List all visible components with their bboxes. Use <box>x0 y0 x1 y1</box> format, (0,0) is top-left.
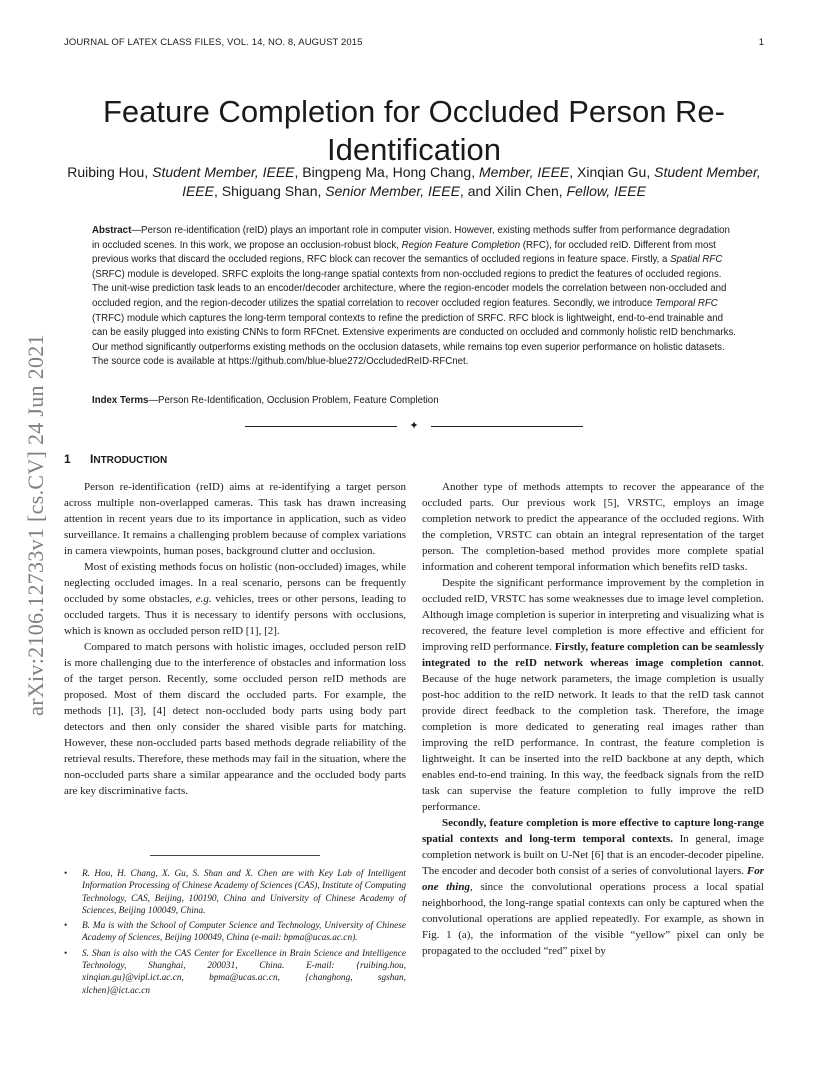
section-number: 1 <box>64 452 71 466</box>
footnote-text: R. Hou, H. Chang, X. Gu, S. Shan and X. Chen are with Key Lab of Intelligent Information Processing of Chinese Academy of Sciences (CAS), Institute of Computing Technology, CAS, Beijing, 100190, China and University of Chinese Academy of Sciences, Beijing 100049, China. <box>82 869 406 916</box>
divider-star-icon: ✦ <box>409 419 419 432</box>
abstract-body <box>92 225 736 367</box>
author-affiliation: Senior Member, IEEE <box>325 183 460 199</box>
divider-rule-right <box>431 426 583 427</box>
footnote-item <box>64 920 406 945</box>
left-column-run: Most of existing methods focus on holistic (non-occluded) images, while neglecting occluded images. In a real scenario, persons can be frequently occluded by some obstacles, <box>64 561 406 605</box>
right-column-run: Despite the significant performance improvement by the completion in occluded reID, VRSTC has some weaknesses due to image level completion. Although image completion is superior in interpreting and visualizing what is recovered, the feature level completion is more effective and efficient for improving reID performance. <box>422 577 764 653</box>
footnote-bullet-icon: • <box>64 921 68 932</box>
footnote-bullet-icon: • <box>64 948 68 959</box>
abstract-run: (RFC), for occluded reID. Different from most previous works that discard the occluded regions, RFC block can recover the semantics of occluded regions in feature space. Firstly, a <box>92 239 716 266</box>
author-name: Bingpeng Ma <box>302 164 385 180</box>
right-column-paragraph <box>422 815 764 959</box>
footnote-item <box>64 868 406 917</box>
running-head: JOURNAL OF LATEX CLASS FILES, VOL. 14, NO. 8, AUGUST 2015 <box>64 37 363 48</box>
paper-title: Feature Completion for Occluded Person Re-Identification <box>102 93 725 167</box>
section-heading <box>64 452 167 466</box>
left-column-paragraph <box>64 559 406 639</box>
author-name: Hong Chang <box>392 164 472 180</box>
footnotes <box>64 868 406 1000</box>
section-divider <box>245 420 583 432</box>
right-column-run: In general, image completion network is built on U-Net [6] that is an encoder-decoder pipeline. The encoder and decoder both consist of a series of convolutional layers. <box>422 833 764 877</box>
author-affiliation: Fellow, IEEE <box>566 183 646 199</box>
right-column-run: For one thing <box>422 865 764 893</box>
abstract-label: Abstract <box>92 225 132 236</box>
right-column-run: Secondly, feature completion is more effective to capture long-range spatial contexts and long-term temporal contexts. <box>422 817 764 845</box>
right-column <box>422 479 764 959</box>
author-affiliation: Member, IEEE <box>479 164 570 180</box>
abstract-run: (SRFC) module is developed. SRFC exploits the long-range spatial contexts from non-occluded regions to predict the features of occluded regions. The unit-wise prediction task leads to an encoder/decoder architecture, where the region-encoder models the correlation between non-occluded and occluded region, and the region-decoder utilizes the spatial correlation to recover occluded region features. Secondly, we introduce <box>92 268 727 309</box>
section-title-initial: I <box>90 452 94 466</box>
right-column-run: Another type of methods attempts to recover the appearance of the occluded parts. Our previous work [5], VRSTC, employs an image completion network to predict the appearance of the occluded regions. With the completion, VRSTC can obtain an integral representation of the target person. The completion-based method provides more complete spatial information and coherent temporal information which benefits reID tasks. <box>422 481 764 573</box>
arxiv-stamp <box>20 290 52 760</box>
author-name: Shiguang Shan <box>221 183 318 199</box>
footnote-rule <box>150 855 320 856</box>
author-affiliation: Student Member, IEEE <box>182 164 761 199</box>
author-affiliation: Student Member, IEEE <box>152 164 295 180</box>
left-column-run: vehicles, trees or other persons, leading to occluded targets. Thus it is necessary to identify persons with occlusions, which is known as occluded person reID [1], [2]. <box>64 593 407 637</box>
abstract-run: Region Feature Completion <box>401 239 521 251</box>
author-list: Ruibing Hou, Student Member, IEEE, Bingpeng Ma, Hong Chang, Member, IEEE, Xinqian Gu, Student Member, IEEE, Shiguang Shan, Senior Member, IEEE, and Xilin Chen, Fellow, IEEE <box>67 164 761 199</box>
footnote-bullet-icon: • <box>64 869 68 879</box>
footnote-text: S. Shan is also with the CAS Center for Excellence in Brain Science and Intelligence Technology, Shanghai, 200031, China. E-mail: {ruibing.hou, xinqian.gu}@vipl.ict.ac.cn, bpma@ucas.ac.cn, {changhong, sgshan, xlchen}@ict.ac.cn <box>82 948 406 996</box>
right-column-paragraph <box>422 575 764 815</box>
abstract-run: Spatial RFC <box>670 254 723 266</box>
left-column <box>64 479 406 799</box>
abstract-run: Temporal RFC <box>655 297 718 309</box>
left-column-run: Compared to match persons with holistic images, occluded person reID is more challenging due to the interference of obstacles and information loss of the target person. Recently, some occluded person reID methods are proposed. Most of them discard the occluded parts. For example, the methods [1], [3], [4] detect non-occluded body parts using body part detectors and then only consider the shared visible parts for matching. However, these non-occluded parts based methods degrade reliability of the retrieval results. Therefore, these methods may fail in the situation, where the non-occluded parts share a similar appearance and the occluded body parts are key discriminative facts. <box>64 641 406 797</box>
index-terms <box>92 394 736 408</box>
page-number: 1 <box>758 37 764 48</box>
index-terms-label: Index Terms <box>92 395 149 406</box>
right-column-paragraph <box>422 479 764 575</box>
abstract-run: —Person re-identification (reID) plays an important role in computer vision. However, existing methods suffer from performance degradation in occluded scenes. In this work, we propose an occlusion-robust block, <box>92 225 730 251</box>
author-name: Ruibing Hou <box>67 164 145 180</box>
author-name: and Xilin Chen <box>467 183 559 199</box>
divider-rule-left <box>245 426 397 427</box>
section-title-rest: NTRODUCTION <box>93 455 168 466</box>
arxiv-stamp-text: arXiv:2106.12733v1 [cs.CV] 24 Jun 2021 <box>23 334 48 716</box>
left-column-paragraph <box>64 639 406 799</box>
left-column-run: e.g. <box>195 593 212 605</box>
left-column-run: Person re-identification (reID) aims at re-identifying a target person across multiple non-overlapped cameras. This task has drawn increasing attention in recent years due to its importance in application, such as video surveillance. It remains a challenging problem because of complex variations in camera viewpoints, human poses, background clutter and occlusion. <box>64 481 406 557</box>
abstract <box>92 224 736 370</box>
abstract-run: (TRFC) module which captures the long-term temporal contexts to refine the prediction of SRFC. RFC block is lightweight, end-to-end trainable and can be easily plugged into existing CNNs to form RFCnet. Extensive experiments are conducted on occluded and commonly holistic reID benchmarks. Our method significantly outperforms existing methods on the occlusion datasets, while remains top even superior performance on holistic datasets. The source code is available at https://github.com/blue-blue272/OccludedReID-RFCnet. <box>92 312 736 368</box>
left-column-paragraph <box>64 479 406 559</box>
author-name: Xinqian Gu <box>577 164 647 180</box>
footnote-item <box>64 948 406 997</box>
footnote-text: B. Ma is with the School of Computer Science and Technology, University of Chinese Academy of Sciences, Beijing 100049, China (e-mail: bpma@ucas.ac.cn). <box>82 921 406 944</box>
index-terms-text: —Person Re-Identification, Occlusion Problem, Feature Completion <box>148 395 439 406</box>
right-column-run: , since the convolutional operations process a local spatial neighborhood, the long-range spatial contexts can only be captured when the convolutional operations are applied repeatedly. For example, as shown in Fig. 1 (a), the information of the visible “yellow” pixel can only be propagated to the occluded “red” pixel by <box>422 881 764 957</box>
right-column-run: . Because of the huge network parameters, the image completion is usually post-hoc addition to the reID network. It leads to that the reID task cannot provide direct feedback to the completion task. Therefore, the image completion is more dedicated to generating real images rather than improving the reID performance. In contrast, the feature completion is lightweight. It can be inserted into the reID backbone at any depth, which enables end-to-end training. In this way, the feedback signals from the reID task can supervise the feature completion to fully improve the reID performance. <box>422 657 764 813</box>
right-column-run: Firstly, feature completion can be seamlessly integrated to the reID network whereas image completion cannot <box>422 641 764 669</box>
